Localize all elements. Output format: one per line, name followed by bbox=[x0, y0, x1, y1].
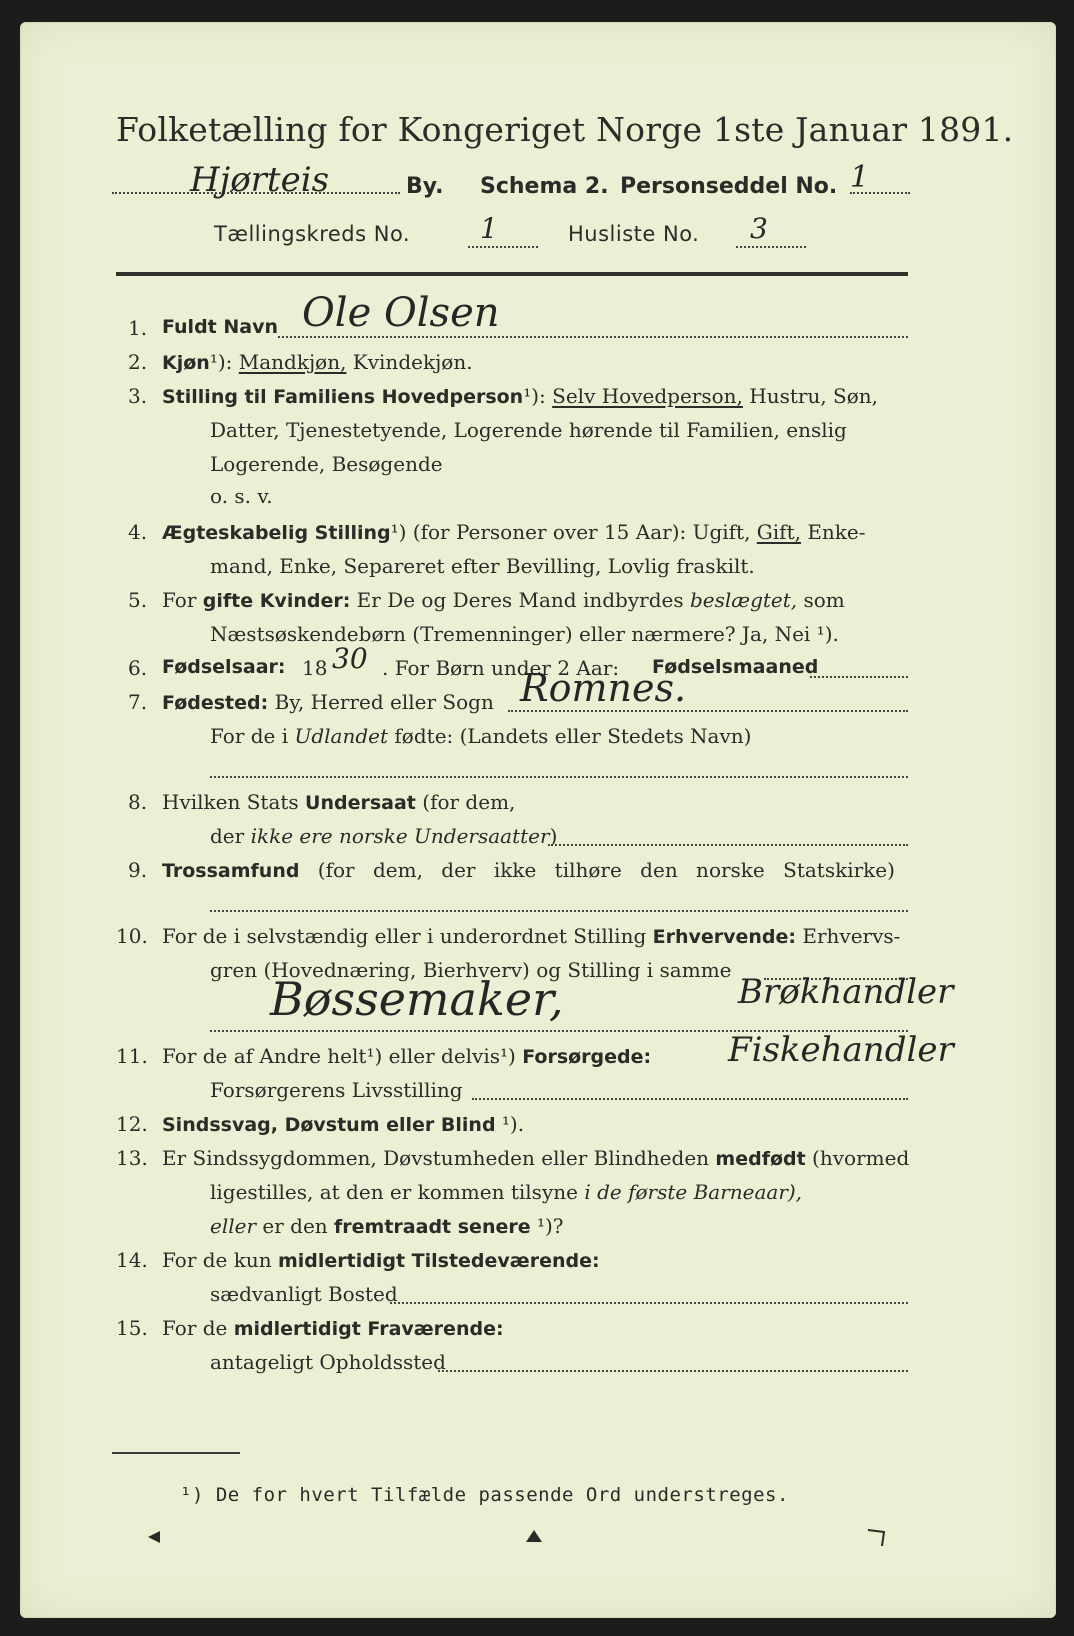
town-handwritten: Hjørteis bbox=[190, 160, 330, 200]
item-12-number: 12. bbox=[116, 1112, 148, 1136]
item-7-line2-b: fødte: (Landets eller Stedets Navn) bbox=[388, 724, 752, 748]
item-6-text: . For Børn under 2 Aar: bbox=[382, 656, 620, 680]
registration-marks bbox=[20, 22, 1056, 1618]
item-13-label: medfødt bbox=[715, 1148, 806, 1170]
item-10-handwritten-occupation: Bøssemaker, bbox=[270, 972, 564, 1026]
item-3-line2: Datter, Tjenestetyende, Logerende hørende til Familien, enslig bbox=[210, 418, 847, 442]
item-8-line2-b: ) bbox=[549, 824, 558, 848]
item-4-text-b: Enke- bbox=[800, 520, 866, 544]
item-5-italic: beslægtet, bbox=[689, 588, 798, 612]
item-3-note: ¹): bbox=[523, 384, 553, 408]
item-13-line2-a: ligestilles, at den er kommen tilsyne bbox=[210, 1180, 585, 1204]
item-12-label: Sindssvag, Døvstum eller Blind bbox=[162, 1114, 496, 1136]
item-8-text-b: (for dem, bbox=[415, 790, 516, 814]
item-8-number: 8. bbox=[128, 790, 148, 814]
item-11-text-a: For de af Andre helt¹) eller delvis¹) bbox=[162, 1044, 523, 1068]
item-4-label: Ægteskabelig Stilling bbox=[162, 522, 391, 544]
item-15-label: midlertidigt Fraværende: bbox=[233, 1318, 504, 1340]
item-14-number: 14. bbox=[116, 1248, 148, 1272]
item-10-handwritten-occupation-3: Fiskehandler bbox=[728, 1030, 954, 1070]
item-7-handwritten-place: Romnes. bbox=[520, 666, 687, 710]
item-10-text-a: For de i selvstændig eller i underordnet Stilling bbox=[162, 924, 653, 948]
item-15-line2: antageligt Opholdssted bbox=[210, 1350, 446, 1374]
item-7-line2-a: For de i bbox=[210, 724, 295, 748]
item-11-line2: Forsørgerens Livsstilling bbox=[210, 1078, 463, 1102]
item-13-text-a: Er Sindssygdommen, Døvstumheden eller Blindheden bbox=[162, 1146, 716, 1170]
item-7-number: 7. bbox=[128, 690, 148, 714]
item-1-number: 1. bbox=[128, 316, 148, 340]
item-6-label: Fødselsaar: bbox=[162, 656, 286, 678]
item-2-option-mandkjon: Mandkjøn, bbox=[238, 350, 347, 374]
item-9-label: Trossamfund bbox=[162, 860, 300, 882]
form-title: Folketælling for Kongeriget Norge 1ste Januar 1891. bbox=[116, 110, 1014, 149]
item-6-year-handwritten: 30 bbox=[332, 642, 368, 675]
item-13-number: 13. bbox=[116, 1146, 148, 1170]
item-15-number: 15. bbox=[116, 1316, 148, 1340]
item-4-text-a: ¹) (for Personer over 15 Aar): Ugift, bbox=[390, 520, 757, 544]
husliste-number: 3 bbox=[750, 212, 768, 245]
item-8-line2-a: der bbox=[210, 824, 251, 848]
item-4-line2: mand, Enke, Separeret efter Bevilling, Lovlig fraskilt. bbox=[210, 554, 755, 578]
item-10-handwritten-occupation-2: Brøkhandler bbox=[738, 972, 954, 1012]
item-13-line2-italic: i de første Barneaar), bbox=[584, 1180, 803, 1204]
item-8-line2-italic: ikke ere norske Undersaatter bbox=[250, 824, 550, 848]
item-13-text-b: (hvormed bbox=[805, 1146, 910, 1170]
item-4-number: 4. bbox=[128, 520, 148, 544]
item-11-number: 11. bbox=[116, 1044, 148, 1068]
personseddel-number: 1 bbox=[850, 160, 870, 195]
item-6-number: 6. bbox=[128, 656, 148, 680]
item-3-options-rest: Hustru, Søn, bbox=[742, 384, 879, 408]
item-5-text-b: Er De og Deres Mand indbyrdes bbox=[350, 588, 690, 612]
kreds-label: Tællingskreds No. bbox=[214, 222, 411, 246]
item-2-number: 2. bbox=[128, 350, 148, 374]
item-13-line3-bold: fremtraadt senere bbox=[334, 1216, 531, 1238]
item-9-text: (for dem, der ikke tilhøre den norske Statskirke) bbox=[299, 858, 895, 882]
item-10-text-b: Erhvervs- bbox=[796, 924, 901, 948]
item-1-label: Fuldt Navn bbox=[162, 316, 279, 338]
item-12-note: ¹). bbox=[495, 1112, 525, 1136]
item-2-option-kvindekjon: Kvindekjøn. bbox=[346, 350, 473, 374]
item-5-text-c: som bbox=[797, 588, 845, 612]
item-8-text-a: Hvilken Stats bbox=[162, 790, 306, 814]
item-3-label: Stilling til Familiens Hovedperson bbox=[162, 386, 524, 408]
item-5-label: gifte Kvinder: bbox=[202, 590, 351, 612]
item-5-line2: Næstsøskendebørn (Tremenninger) eller nærmere? Ja, Nei ¹). bbox=[210, 622, 839, 646]
right-corner-mark bbox=[868, 1530, 884, 1546]
item-4-option-selected: Gift, bbox=[756, 520, 801, 544]
item-11-label: Forsørgede: bbox=[522, 1046, 652, 1068]
item-10-label: Erhvervende: bbox=[652, 926, 797, 948]
item-5-text-a: For bbox=[162, 588, 203, 612]
item-3-line4: o. s. v. bbox=[210, 484, 273, 508]
item-7-text: By, Herred eller Sogn bbox=[268, 690, 494, 714]
item-13-line3-italic: eller bbox=[210, 1214, 257, 1238]
center-triangle-mark bbox=[526, 1530, 542, 1542]
item-2-note: ¹): bbox=[209, 350, 239, 374]
left-triangle-mark bbox=[148, 1531, 160, 1543]
item-7-line2-italic: Udlandet bbox=[294, 724, 389, 748]
husliste-label: Husliste No. bbox=[568, 222, 700, 246]
item-6-label2: Fødselsmaaned bbox=[652, 656, 819, 678]
personseddel-label: Personseddel No. bbox=[620, 174, 838, 199]
item-1-handwritten-name: Ole Olsen bbox=[302, 290, 500, 336]
schema-label: Schema 2. bbox=[480, 174, 609, 199]
town-label: By. bbox=[406, 174, 444, 199]
item-13-line3-a: er den bbox=[256, 1214, 335, 1238]
item-15-text-a: For de bbox=[162, 1316, 234, 1340]
item-3-line3: Logerende, Besøgende bbox=[210, 452, 443, 476]
item-10-number: 10. bbox=[116, 924, 148, 948]
item-10-line2: gren (Hovednæring, Bierhverv) og Stilling i samme bbox=[210, 958, 732, 982]
item-8-label: Undersaat bbox=[305, 792, 416, 814]
kreds-number: 1 bbox=[480, 212, 498, 245]
item-14-text-a: For de kun bbox=[162, 1248, 278, 1272]
item-9-number: 9. bbox=[128, 858, 148, 882]
item-7-label: Fødested: bbox=[162, 692, 269, 714]
item-3-option-selected: Selv Hovedperson, bbox=[552, 384, 743, 408]
item-5-number: 5. bbox=[128, 588, 148, 612]
census-form bbox=[20, 22, 1056, 1618]
item-13-line3-c: ¹)? bbox=[530, 1214, 564, 1238]
item-6-century: 18 bbox=[302, 656, 328, 680]
item-3-number: 3. bbox=[128, 384, 148, 408]
item-14-line2: sædvanligt Bosted bbox=[210, 1282, 398, 1306]
item-14-label: midlertidigt Tilstedeværende: bbox=[277, 1250, 600, 1272]
footnote-text: ¹) De for hvert Tilfælde passende Ord understreges. bbox=[180, 1484, 789, 1506]
item-2-label: Kjøn bbox=[162, 352, 210, 374]
